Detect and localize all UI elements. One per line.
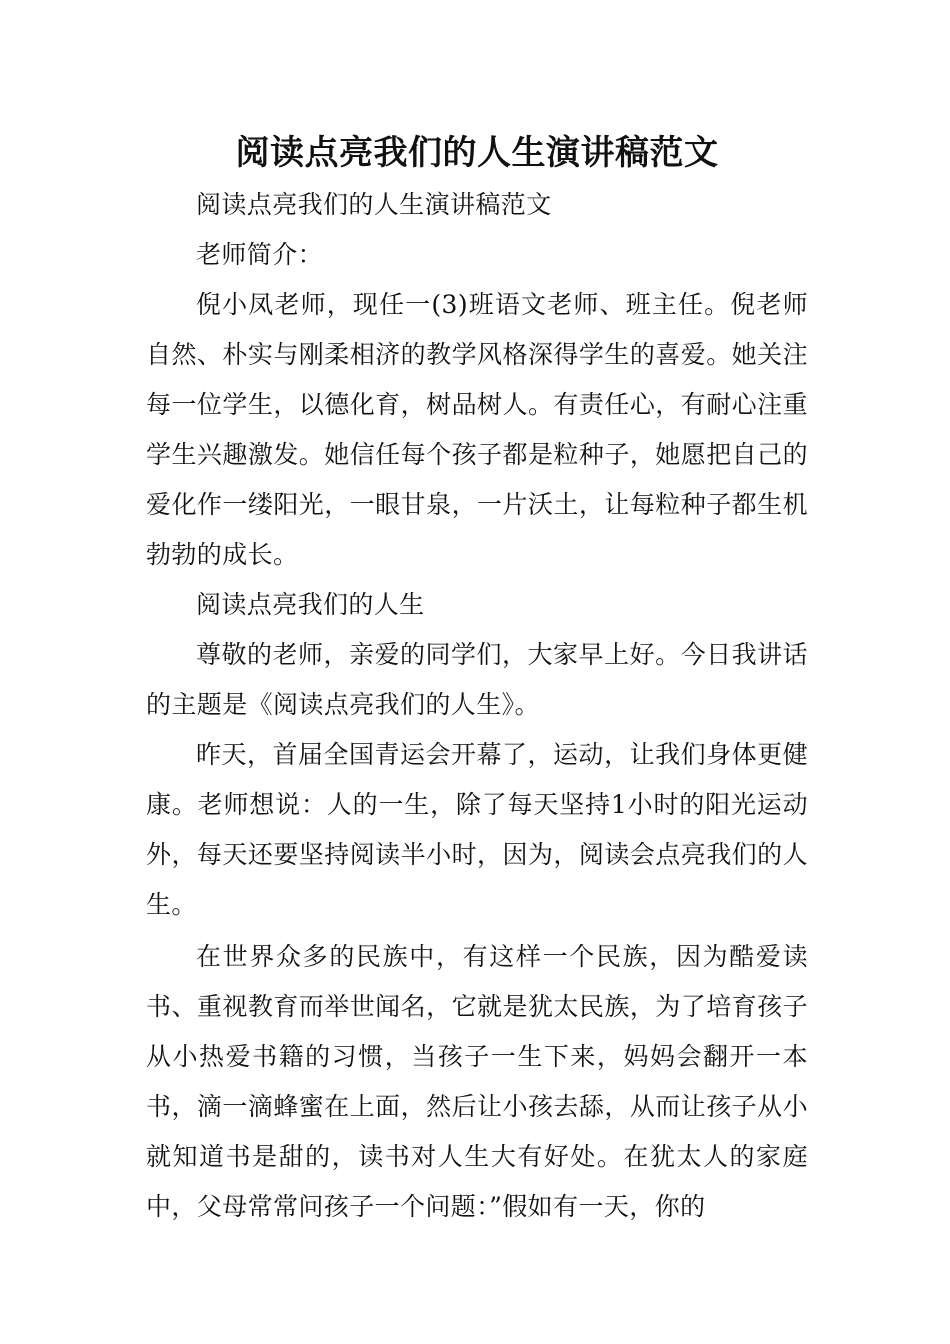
document-body (146, 126, 808, 1232)
paragraph-greeting: 尊敬的老师，亲爱的同学们，大家早上好。今日我讲话的主题是《阅读点亮我们的人生》。 (146, 640, 808, 719)
paragraph-jewish-reading: 在世界众多的民族中，有这样一个民族，因为酷爱读书、重视教育而举世闻名，它就是犹太民族，为了培育孩子从小热爱书籍的习惯，当孩子一生下来，妈妈会翻开一本书，滴一滴蜂蜜在上面，然后让小孩去舔，从而让孩子从小就知道书是甜的，读书对人生大有好处。在犹太人的家庭中，父母常常问孩子一个问题：”假如有一天，你的 (146, 942, 808, 1221)
paragraph-subtitle: 阅读点亮我们的人生演讲稿范文 (196, 190, 552, 219)
paragraph-speech-title: 阅读点亮我们的人生 (196, 590, 425, 619)
paragraph-youth-games: 昨天，首届全国青运会开幕了，运动，让我们身体更健康。老师想说：人的一生，除了每天坚持1小时的阳光运动外，每天还要坚持阅读半小时，因为，阅读会点亮我们的人生。 (146, 740, 808, 919)
paragraph-teacher-intro-heading: 老师简介： (196, 240, 324, 269)
document-title: 阅读点亮我们的人生演讲稿范文 (235, 133, 719, 173)
paragraph-teacher-intro: 倪小凤老师，现任一(3)班语文老师、班主任。倪老师自然、朴实与刚柔相济的教学风格深得学生的喜爱。她关注每一位学生，以德化育，树品树人。有责任心，有耐心注重学生兴趣激发。她信任每个孩子都是粒种子，她愿把自己的爱化作一缕阳光，一眼甘泉，一片沃土，让每粒种子都生机勃勃的成长。 (146, 290, 808, 569)
